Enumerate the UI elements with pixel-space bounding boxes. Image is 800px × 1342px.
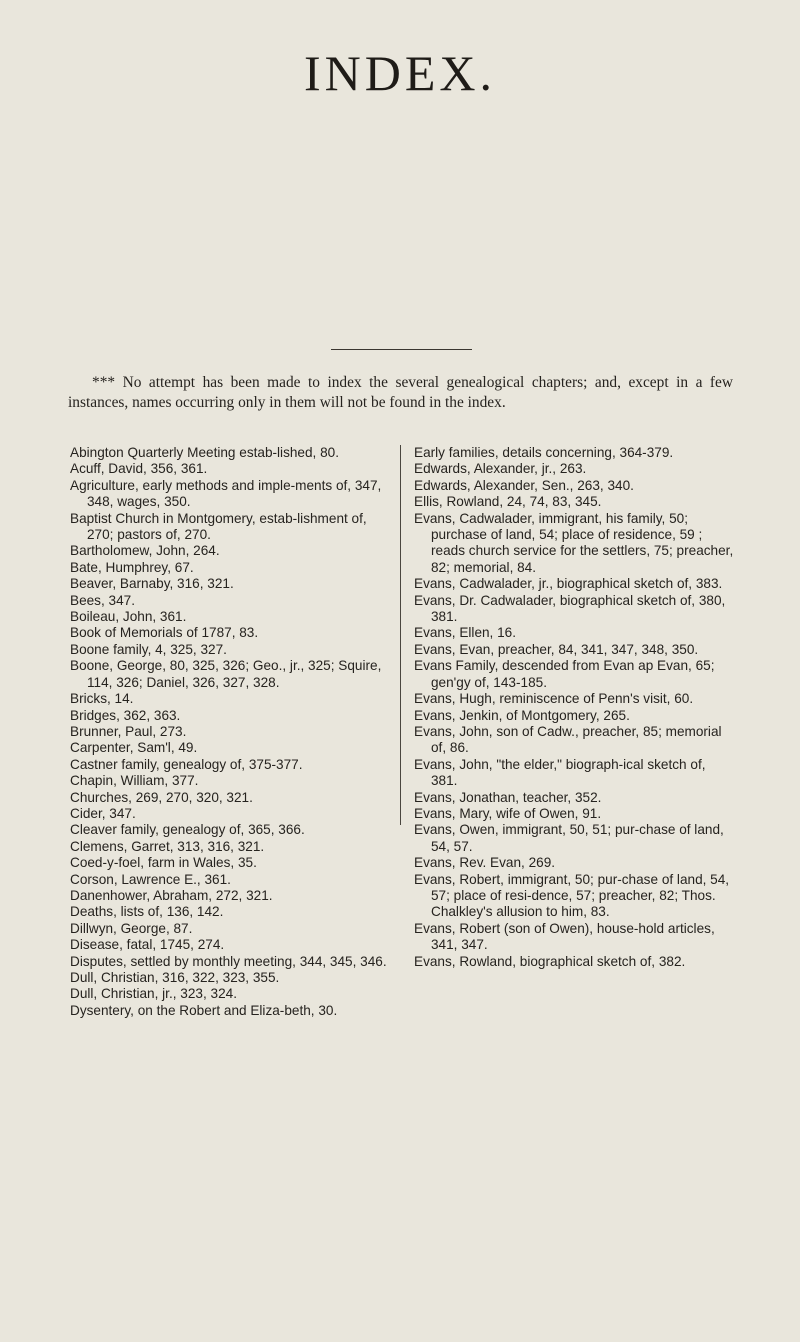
index-column-left — [70, 445, 390, 1019]
index-entry: Danenhower, Abraham, 272, 321. — [70, 887, 273, 903]
index-entry: Agriculture, early methods and imple-ments of, 347, 348, wages, 350. — [70, 477, 382, 510]
index-entry: Evans, Robert (son of Owen), house-hold articles, 341, 347. — [414, 920, 715, 953]
index-entry: Evans, Mary, wife of Owen, 91. — [414, 805, 602, 821]
index-entry: Disputes, settled by monthly meeting, 344, 345, 346. — [70, 953, 387, 969]
index-entry: Deaths, lists of, 136, 142. — [70, 904, 224, 920]
index-entry: Evans, Jonathan, teacher, 352. — [414, 789, 602, 805]
index-entry: Evans, Dr. Cadwalader, biographical sketch of, 380, 381. — [414, 592, 726, 625]
index-entry: Baptist Church in Montgomery, estab-lishment of, 270; pastors of, 270. — [70, 510, 367, 543]
index-entry: Clemens, Garret, 313, 316, 321. — [70, 838, 265, 854]
index-entry: Evans, Cadwalader, immigrant, his family, 50; purchase of land, 54; place of residence, 59 ; reads church service for the settlers, 75; preacher, 82; memorial, 84. — [414, 510, 734, 575]
index-entry: Evans, Hugh, reminiscence of Penn's visit, 60. — [414, 691, 694, 707]
index-entry: Boone family, 4, 325, 327. — [70, 641, 227, 657]
column-divider — [400, 445, 401, 825]
title-rule — [331, 349, 472, 350]
index-entry: Brunner, Paul, 273. — [70, 723, 187, 739]
index-entry: Edwards, Alexander, Sen., 263, 340. — [414, 477, 634, 493]
index-entry: Chapin, William, 377. — [70, 773, 199, 789]
index-entry: Evans, Ellen, 16. — [414, 625, 517, 641]
index-entry: Evans, Cadwalader, jr., biographical sketch of, 383. — [414, 576, 723, 592]
index-entry: Edwards, Alexander, jr., 263. — [414, 461, 587, 477]
index-entry: Castner family, genealogy of, 375-377. — [70, 756, 303, 772]
index-entry: Bricks, 14. — [70, 691, 134, 707]
index-entry: Bees, 347. — [70, 592, 135, 608]
index-entry: Ellis, Rowland, 24, 74, 83, 345. — [414, 494, 602, 510]
index-entry: Corson, Lawrence E., 361. — [70, 871, 231, 887]
index-entry: Coed-y-foel, farm in Wales, 35. — [70, 855, 257, 871]
index-entry: Evans, Rowland, biographical sketch of, 382. — [414, 953, 686, 969]
index-entry: Cleaver family, genealogy of, 365, 366. — [70, 822, 305, 838]
index-entry: Evans, John, "the elder," biograph-ical sketch of, 381. — [414, 756, 706, 789]
index-entry: Evans, John, son of Cadw., preacher, 85; memorial of, 86. — [414, 723, 722, 756]
index-entry: Evans, Rev. Evan, 269. — [414, 855, 556, 871]
page-title: INDEX. — [303, 45, 497, 101]
index-entry: Carpenter, Sam'l, 49. — [70, 740, 198, 756]
index-entry: Boileau, John, 361. — [70, 609, 187, 625]
index-entry: Dysentery, on the Robert and Eliza-beth, 30. — [70, 1002, 338, 1018]
index-entry: Cider, 347. — [70, 805, 136, 821]
index-entry: Bate, Humphrey, 67. — [70, 559, 194, 575]
index-entry: Early families, details concerning, 364-379. — [414, 445, 674, 460]
index-entry: Book of Memorials of 1787, 83. — [70, 625, 259, 641]
index-entry: Abington Quarterly Meeting estab-lished, 80. — [70, 445, 340, 460]
index-column-right — [414, 445, 734, 970]
index-entry: Dull, Christian, 316, 322, 323, 355. — [70, 970, 280, 985]
index-entry: Disease, fatal, 1745, 274. — [70, 937, 225, 953]
index-entry: Boone, George, 80, 325, 326; Geo., jr., 325; Squire, 114, 326; Daniel, 326, 327, 328. — [70, 658, 382, 690]
index-entry: Evans Family, descended from Evan ap Evan, 65; gen'gy of, 143-185. — [414, 658, 715, 690]
index-entry: Dull, Christian, jr., 323, 324. — [70, 986, 237, 1002]
index-entry: Evans, Owen, immigrant, 50, 51; pur-chase of land, 54, 57. — [414, 822, 724, 854]
index-entry: Dillwyn, George, 87. — [70, 920, 193, 936]
index-note: *** No attempt has been made to index the several genealogical chapters; and, except in a few instances, names occurring only in them will not be found in the index. — [68, 374, 733, 411]
index-entry: Bridges, 362, 363. — [70, 707, 181, 723]
index-entry: Bartholomew, John, 264. — [70, 543, 220, 559]
index-entry: Evans, Robert, immigrant, 50; pur-chase of land, 54, 57; place of resi-dence, 57; preacher, 82; Thos. Chalkley's allusion to him, 83. — [414, 871, 730, 920]
index-entry: Churches, 269, 270, 320, 321. — [70, 789, 253, 805]
index-entry: Evans, Evan, preacher, 84, 341, 347, 348, 350. — [414, 641, 699, 657]
index-entry: Evans, Jenkin, of Montgomery, 265. — [414, 707, 630, 723]
index-entry: Acuff, David, 356, 361. — [70, 461, 208, 477]
index-entry: Beaver, Barnaby, 316, 321. — [70, 576, 234, 592]
